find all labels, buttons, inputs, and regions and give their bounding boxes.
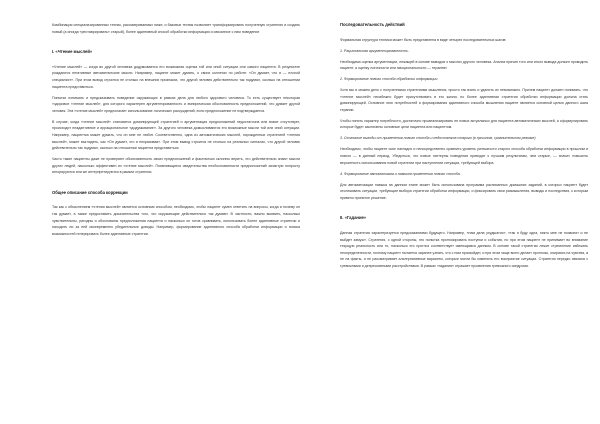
section-title-correction: Общее описание способа коррекции xyxy=(52,189,128,195)
paragraph: Попытки понимать и предсказывать поведение окружающих в рамках дела для любого здорового человека. То есть существует некоторая «здоровое «чтение мыслей», для которого характерен аргументированность и эмпирическая обоснованность предположений, что думает другой человек. Эта «чтение мыслей» предполагает использование логических рассуждений, если предположение не подтверждается. xyxy=(52,95,300,113)
paragraph: Часто такие пациенты даже не проверяют обоснованность своих предположений и фактически склонны верить, что действительно знают мысли других людей, насколько эффективен их «чтение мыслей». Появляющиеся свидетельства необоснованности предположений зачастую попросту игнорируются или же интерпретируются в рамках стратегии. xyxy=(52,157,300,175)
section-title-sequence: Последовательность действий xyxy=(340,22,405,27)
step-title: 3. Осознание выгоды от применения нового способа и недостатков старого (в прошлом, сравнительном режиме) xyxy=(340,136,536,141)
step-text: Необходима оценка аргументации, лежащей в основе выводов о мыслях другого человека. Анализ причин того или иного вывода должен проводить пациент, а оценку логичности или эмоциональности — терапевт. xyxy=(340,59,588,71)
step-title: 4. Формирование автоматизма и навыков применения нового способа. xyxy=(340,171,461,176)
section-title-fortune-telling: II. «Гадание» xyxy=(340,215,367,221)
step-text: Хотя мы и можем дело с полученными стратегиями мышления, просто так взять и удалить их невозможно. Причем пациент должен понимать, что «чтение мыслей» неизбежно будет присутствовать в его жизни, но более адаптивная стратегия обработки информации должна стать доминирующей. Основное этих потребностей и формирования адаптивного способа мышления пациент является основной целью данного шага терапии. xyxy=(340,88,588,112)
paragraph: Формальная структура техники может быть представлена в виде четырех последовательных шагов: xyxy=(340,37,507,42)
intro-paragraph: Комбинация специализированных техник, рассматриваемых ниже, и базовых техник позволяет трансформировать полученную стратегию и создать новый (а иногда «реставрировать» старый), более адаптивный способ обработки информации и связанное с ним поведение xyxy=(52,23,300,34)
section-title-mind-reading: I. «Чтение мыслей» xyxy=(52,49,93,55)
step-title: 1. Рациональная аргументированность. xyxy=(340,48,409,53)
step-text: Необходимо, чтобы пациент смог наглядно и непосредственно сравнить уровень успешности старого способа обработки информации в прошлом и нового — в данный период. Убедиться, что новые паттерны поведения приводят к лучшим результатам, чем старые, — значит, повысить вероятность использования новой стратегии при наступлении ситуации, требующей выбора. xyxy=(340,147,588,165)
left-column xyxy=(52,22,300,242)
right-column xyxy=(340,22,588,274)
step-title: 2. Формирование нового способа обработки информации. xyxy=(340,77,439,82)
paragraph: Так как с объяснением «чтения мыслей» является основным способом, необходимо, чтобы пациент сумел ответить на вопросы, когда и почему он так думает, а также предоставить доказательства того, что окружающие действительно так думают. В частности, важно выявить, насколько чувствительны, ригидны и обоснованы предположения пациента и насколько он готов сравнивать, использовать более адаптивные стратегии и находить ли за ней своевременно убедительные доводы. Например, формирование адаптивного способа обработки информации и поиска возможностей генерировать более адаптивные стратегии. xyxy=(52,205,300,236)
step-text: Для автоматизации навыка на данном этапе может быть использована программа расписанных домашних заданий, в которых пациент будет отслеживать ситуации, требующие выбора стратегии обработки информации, и фиксировать свои размышления, выводы и последствия, к которым привело принятое решение. xyxy=(340,182,588,200)
paragraph: «Чтение мыслей» — когда во другой человека додумывается его возможная оценка той или иной ситуации или самого пациента. В результате рождаются негативные автоматические мысли. Например, пациент может думать, о своих коллегах по работе: «Он думает, что я — плохой специалист». При этом вывод строится не столько на внешних признаках, что другой человек действительно так подумал, сколько на отношении пациента представиться. xyxy=(52,64,300,89)
step-text: Чтобы понять характер потребности, достаточно проанализировать не новых актуальных для пациента автоматических мыслей, а сформулировать которые будет заключены основные цели пациента или пациентом. xyxy=(340,118,588,130)
paragraph: Данная стратегия характеризуется предсказаниями будущего. Например, «нам дела ухудшатся», «так я буду одна, никто мне не позвонит и не выйдет замуж». Стратегия, с одной стороны, это попытка прогнозировать поступки и события, но при этом пациент не принимает во внимание текущую реальность или то, насколько его прогноз соответствует имеющимся данным. В основе такой стратегии лежит стремление избежать неопределенности, поэтому пациент пытается заранее узнать, что с ним произойдет, и при этом чаще всего делает прогнозы, опираясь на чувства, а не на факты, и не рассматривает альтернативные варианты, которые могли бы изменить его восприятие ситуации. Стратегия нередко связана с тревожными и депрессивными расстройствами. В рамках «гадания» отражает проявления тревожного синдрома. xyxy=(340,230,588,268)
paragraph: В случае, когда «чтение мыслей» становится доминирующей стратегией и аргументация предположений недостаточна или вовсе отсутствует, происходит неадаптивное и иррациональное «додумывание». За другого человека домысливаются его возможные мысли той или иной ситуации. Например, пациентка может думать, что он мне не любит. Соответственно, одна из автоматических мыслей, порожденных стратегией «чтения мыслей», может выглядеть, как «Он думает, что я некрасивая». При этом вывод строится не столько на реальных сигналах, что другой человек действительно так подумал, сколько на отношении пациента представиться. xyxy=(52,119,300,151)
